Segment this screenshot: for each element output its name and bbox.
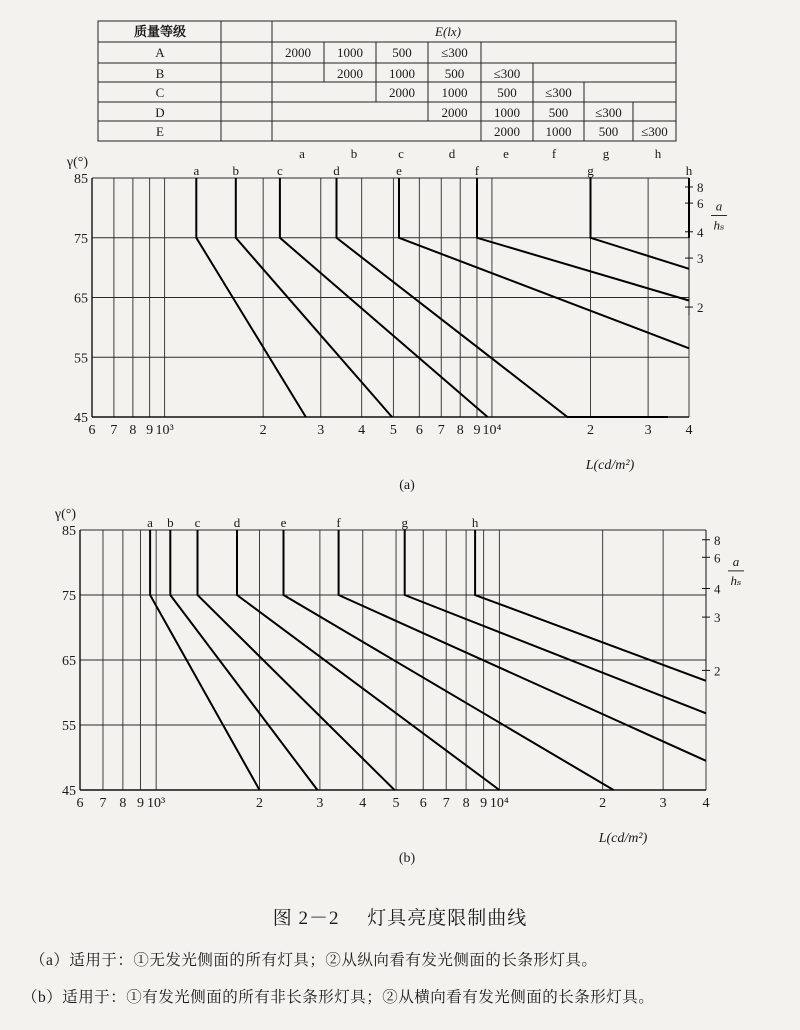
right-scale-label: 4 <box>714 581 721 597</box>
x-tick-label: 3 <box>316 796 324 811</box>
table-value-cell: 2000 <box>441 105 468 120</box>
table-value-cell: 1000 <box>337 45 363 60</box>
x-tick-label: 8 <box>129 423 137 438</box>
y-axis-label: γ(°) <box>54 507 76 522</box>
right-scale-label: 2 <box>714 663 721 679</box>
table-value-cell: 2000 <box>389 85 415 100</box>
x-tick-label: 10⁴ <box>482 423 502 438</box>
right-scale-title-denominator: hₛ <box>730 572 742 588</box>
x-tick-label: 7 <box>99 796 107 811</box>
curve-label-f: f <box>474 163 480 178</box>
curve-label-d: d <box>333 163 340 178</box>
figure-number: 图 2－2 <box>272 908 340 929</box>
right-scale-title-numerator: a <box>715 198 723 214</box>
table-grade-cell: C <box>155 85 165 100</box>
grade-illuminance-table <box>98 21 676 161</box>
curve-label-b: b <box>167 515 174 530</box>
x-tick-label: 3 <box>317 423 325 438</box>
panel-label: (b) <box>398 851 416 866</box>
curve-label-h: h <box>685 163 693 178</box>
y-tick-label: 65 <box>74 291 88 307</box>
curve-label-a: a <box>147 515 153 530</box>
curve-label-e: e <box>396 163 402 178</box>
table-value-cell: 1000 <box>494 105 520 120</box>
table-value-cell: 1000 <box>545 124 572 139</box>
figure-title: 灯具亮度限制曲线 <box>367 908 528 929</box>
right-scale-label: 6 <box>697 196 704 212</box>
right-scale-label: 3 <box>697 251 704 267</box>
x-tick-label: 3 <box>644 423 652 438</box>
x-tick-label: 6 <box>415 423 423 438</box>
right-scale-label: 8 <box>714 532 721 548</box>
table-value-cell: 2000 <box>494 124 520 139</box>
x-tick-label: 7 <box>110 423 118 438</box>
curve-label-h: h <box>471 515 479 530</box>
x-tick-label: 9 <box>146 423 154 438</box>
x-axis-label: L(cd/m²) <box>585 458 635 473</box>
table-value-cell: ≤300 <box>441 45 468 60</box>
table-grade-cell: B <box>155 66 165 81</box>
x-tick-label: 4 <box>702 796 710 811</box>
table-value-cell: 500 <box>392 45 412 60</box>
x-tick-label: 8 <box>456 423 464 438</box>
x-tick-label: 6 <box>76 796 84 811</box>
x-tick-label: 2 <box>255 796 263 811</box>
table-value-cell: 500 <box>548 105 569 120</box>
table-value-cell: 2000 <box>337 66 363 81</box>
x-tick-label: 2 <box>599 796 607 811</box>
x-tick-label: 9 <box>473 423 481 438</box>
x-tick-label: 3 <box>659 796 667 811</box>
curve-label-c: c <box>194 515 201 530</box>
table-value-cell: 1000 <box>441 85 468 100</box>
table-border <box>98 21 676 141</box>
table-value-cell: 2000 <box>285 45 311 60</box>
x-tick-label: 4 <box>685 423 693 438</box>
curve-label-f: f <box>336 515 341 530</box>
table-column-letter: b <box>350 146 358 161</box>
table-grade-cell: A <box>155 45 165 60</box>
curve-label-a: a <box>193 163 200 178</box>
table-value-cell: 1000 <box>389 66 415 81</box>
table-column-letter: a <box>299 146 305 161</box>
y-tick-label: 55 <box>74 351 88 367</box>
y-tick-label: 45 <box>74 411 88 426</box>
limit-curve-f <box>477 178 689 301</box>
right-scale-label: 2 <box>697 300 704 316</box>
curve-label-d: d <box>233 515 241 530</box>
y-tick-label: 85 <box>62 524 76 539</box>
x-tick-label: 10³ <box>155 423 174 438</box>
right-scale-label: 4 <box>697 224 704 240</box>
caption-line-a: （a）适用于：①无发光侧面的所有灯具；②从纵向看有发光侧面的长条形灯具。 <box>30 952 598 969</box>
y-tick-label: 45 <box>62 784 76 799</box>
chart-panel-a <box>66 155 727 493</box>
y-tick-label: 75 <box>74 231 88 247</box>
caption-line-b: （b）适用于：①有发光侧面的所有非长条形灯具；②从横向看有发光侧面的长条形灯具。 <box>22 989 655 1006</box>
curve-label-c: c <box>277 163 283 178</box>
curve-label-b: b <box>232 163 240 178</box>
x-tick-label: 2 <box>586 423 594 438</box>
table-value-cell: ≤300 <box>545 85 572 100</box>
table-column-letter: f <box>551 146 557 161</box>
x-tick-label: 7 <box>437 423 445 438</box>
table-column-letter: h <box>654 146 662 161</box>
x-tick-label: 6 <box>419 796 427 811</box>
y-axis-label: γ(°) <box>66 155 88 170</box>
x-tick-label: 10⁴ <box>489 796 509 811</box>
x-tick-label: 9 <box>480 796 488 811</box>
table-column-letter: c <box>398 146 404 161</box>
x-tick-label: 9 <box>136 796 144 811</box>
curve-label-g: g <box>587 163 594 178</box>
table-grade-cell: E <box>156 124 164 139</box>
table-value-cell: ≤300 <box>493 66 521 81</box>
x-tick-label: 8 <box>119 796 127 811</box>
x-tick-label: 7 <box>442 796 450 811</box>
table-column-letter: g <box>602 146 610 161</box>
x-tick-label: 6 <box>88 423 96 438</box>
right-scale-title-denominator: hₛ <box>713 217 725 233</box>
figure-caption-title <box>0 903 800 930</box>
x-tick-label: 4 <box>358 423 366 438</box>
table-value-cell: ≤300 <box>595 105 622 120</box>
x-axis-label: L(cd/m²) <box>598 831 648 846</box>
right-scale-label: 6 <box>714 550 721 566</box>
y-tick-label: 75 <box>62 589 76 604</box>
table-column-letter: d <box>448 146 456 161</box>
right-scale-label: 8 <box>697 179 704 195</box>
limit-curve-h <box>475 530 706 681</box>
y-tick-label: 55 <box>62 719 76 734</box>
panel-label: (a) <box>399 478 415 493</box>
curve-label-g: g <box>401 515 408 530</box>
limit-curve-e <box>399 178 689 348</box>
table-value-cell: 500 <box>497 85 517 100</box>
x-tick-label: 5 <box>389 423 397 438</box>
right-scale-title-numerator: a <box>732 553 740 569</box>
table-value-cell: 500 <box>444 66 465 81</box>
chart-panel-b <box>54 507 744 866</box>
x-tick-label: 2 <box>259 423 267 438</box>
table-value-cell: 500 <box>598 124 619 139</box>
table-header-left: 质量等级 <box>133 24 187 39</box>
x-tick-label: 5 <box>392 796 400 811</box>
table-value-cell: ≤300 <box>641 124 668 139</box>
x-tick-label: 8 <box>462 796 470 811</box>
table-header-right: E(lx) <box>435 24 461 39</box>
table-column-letter: e <box>503 146 509 161</box>
right-scale-label: 3 <box>714 610 721 626</box>
y-tick-label: 65 <box>62 654 76 669</box>
x-tick-label: 10³ <box>147 796 166 811</box>
limit-curve-f <box>339 530 706 761</box>
y-tick-label: 85 <box>74 172 88 187</box>
limit-curve-g <box>405 530 706 713</box>
curve-label-e: e <box>280 515 287 530</box>
x-tick-label: 4 <box>359 796 367 811</box>
limit-curve-g <box>591 178 690 269</box>
table-grade-cell: D <box>155 105 165 120</box>
